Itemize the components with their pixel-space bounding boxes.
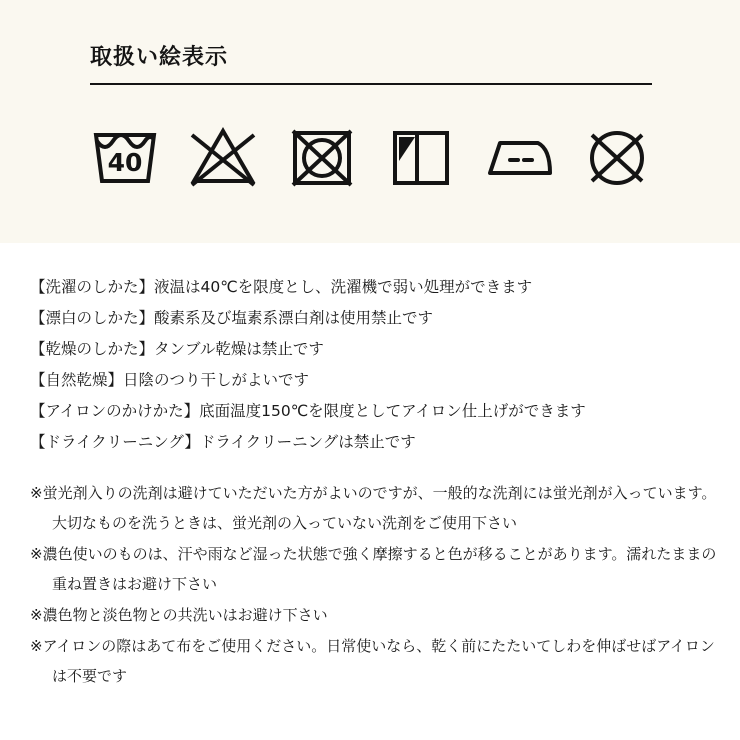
- do-not-bleach-icon: [184, 118, 262, 190]
- instruction-line: 【アイロンのかけかた】底面温度150℃を限度としてアイロン仕上げができます: [30, 402, 586, 420]
- page-title: 取扱い絵表示: [90, 45, 229, 70]
- instruction-line: 【ドライクリーニング】ドライクリーニングは禁止です: [30, 433, 416, 451]
- instruction-line: 【洗濯のしかた】液温は40℃を限度とし、洗濯機で弱い処理ができます: [30, 278, 533, 296]
- instruction-list: [30, 272, 720, 458]
- iron-medium-icon: [480, 118, 558, 190]
- care-header-band: [0, 0, 740, 243]
- note-item: [30, 600, 720, 630]
- note-item: [30, 539, 720, 599]
- note-text: ※アイロンの際はあて布をご使用ください。日常使いなら、乾く前にたたいてしわを伸ばせばアイロンは不要です: [30, 637, 715, 685]
- note-text: ※濃色使いのものは、汗や雨など湿った状態で強く摩擦すると色が移ることがあります。濡れたままの重ね置きはお避け下さい: [30, 545, 717, 593]
- care-notes-list: [30, 478, 720, 691]
- svg-text:40: 40: [107, 148, 143, 177]
- care-symbols-row: [86, 118, 656, 190]
- note-item: [30, 631, 720, 691]
- title-divider: [90, 83, 652, 85]
- do-not-tumble-dry-icon: [283, 118, 361, 190]
- wash-40-icon: [86, 118, 164, 190]
- care-instructions-body: [30, 272, 720, 692]
- note-text: ※濃色物と淡色物との共洗いはお避け下さい: [30, 606, 328, 624]
- note-item: [30, 478, 720, 538]
- note-text: ※蛍光剤入りの洗剤は避けていただいた方がよいのですが、一般的な洗剤には蛍光剤が入っています。大切なものを洗うときは、蛍光剤の入っていない洗剤をご使用下さい: [30, 484, 717, 532]
- do-not-dryclean-icon: [578, 118, 656, 190]
- instruction-line: 【漂白のしかた】酸素系及び塩素系漂白剤は使用禁止です: [30, 309, 434, 327]
- care-title-block: [90, 44, 650, 85]
- instruction-line: 【自然乾燥】日陰のつり干しがよいです: [30, 371, 310, 389]
- line-dry-in-shade-icon: [381, 118, 459, 190]
- instruction-line: 【乾燥のしかた】タンブル乾燥は禁止です: [30, 340, 324, 358]
